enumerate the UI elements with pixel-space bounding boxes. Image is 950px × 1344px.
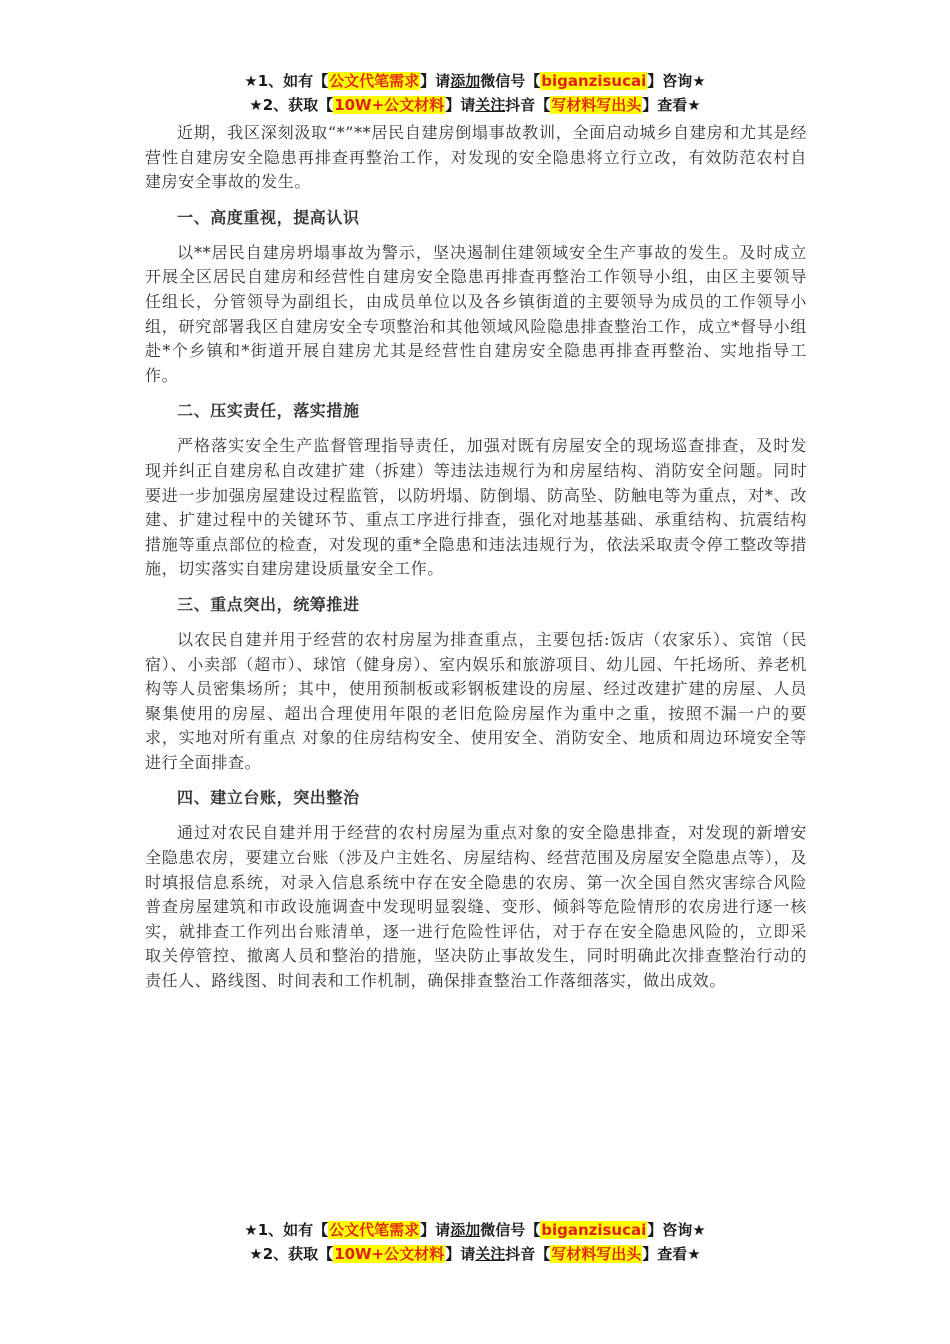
ad-highlight-materials: 10W+公文材料 [334,1245,445,1263]
document-body [145,121,807,994]
ad-highlight-douyin: 写材料写出头 [551,1245,642,1263]
section-paragraph-2: 严格落实安全生产监督管理指导责任，加强对既有房屋安全的现场巡查排查，及时发现并纠正自建房私自改建扩建（拆建）等违法违规行为和房屋结构、消防安全问题。同时要进一步加强房屋建设过程监管，以防坍塌、防倒塌、防高坠、防触电等为重点，对*、改建、扩建过程中的关键环节、重点工序进行排查，强化对地基基础、承重结构、抗震结构措施等重点部位的检查，对发现的重*全隐患和违法违规行为，依法采取责令停工整改等措施，切实落实自建房建设质量安全工作。 [145,436,807,579]
bottom-ad-line-1 [0,1219,950,1241]
ad-text: 】查看★ [642,1245,701,1263]
ad-underlined-add: 添加 [450,72,481,90]
bottom-ad-line-2 [0,1243,950,1265]
top-ad-line-1 [0,70,950,92]
section-paragraph-1: 以**居民自建房坍塌事故为警示，坚决遏制住建领域安全生产事故的发生。及时成立开展全区居民自建房和经营性自建房安全隐患再排查再整治工作领导小组，由区主要领导任组长，分管领导为副组长，由成员单位以及各乡镇街道的主要领导为成员的工作领导小组，研究部署我区自建房安全专项整治和其他领域风险隐患排查整治工作，成立*督导小组赴*个乡镇和*街道开展自建房尤其是经营性自建房安全隐患再排查再整治、实地指导工作。 [145,242,807,385]
ad-text: 】咨询★ [647,72,706,90]
ad-underlined-follow: 关注 [475,96,506,114]
ad-text: 抖音【 [505,1245,551,1263]
section-paragraph-3: 以农民自建并用于经营的农村房屋为排查重点，主要包括:饭店（农家乐）、宾馆（民宿）、小卖部（超市）、球馆（健身房）、室内娱乐和旅游项目、幼儿园、午托场所、养老机构等人员密集场所；其中，使用预制板或彩钢板建设的房屋、经过改建扩建的房屋、人员聚集使用的房屋、超出合理使用年限的老旧危险房屋作为重中之重，按照不漏一户的要求，实地对所有重点 对象的住房结构安全、使用安全、消防安全、地质和周边环境安全等进行全面排查。 [145,629,807,772]
ad-text: 微信号【 [480,1221,541,1239]
top-ad-line-2 [0,94,950,116]
ad-highlight-douyin: 写材料写出头 [551,96,642,114]
ad-highlight-materials: 10W+公文材料 [334,96,445,114]
section-heading-2: 二、压实责任，落实措施 [177,401,360,421]
ad-underlined-follow: 关注 [475,1245,506,1263]
ad-highlight-service: 公文代笔需求 [329,1221,420,1239]
section-heading-4: 四、建立台账，突出整治 [177,788,360,808]
ad-highlight-service: 公文代笔需求 [329,72,420,90]
section-heading-3: 三、重点突出，统筹推进 [177,594,360,614]
ad-text: 微信号【 [480,72,541,90]
ad-text: 】查看★ [642,96,701,114]
ad-text: 】咨询★ [647,1221,706,1239]
ad-text: 】请 [420,1221,451,1239]
ad-underlined-add: 添加 [450,1221,481,1239]
ad-text: 】请 [420,72,451,90]
ad-text: ★1、如有【 [244,72,329,90]
ad-text: 】请 [445,1245,476,1263]
section-heading-1: 一、高度重视，提高认识 [177,207,360,227]
intro-paragraph: 近期，我区深刻汲取“*”**居民自建房倒塌事故教训，全面启动城乡自建房和尤其是经营性自建房安全隐患再排查再整治工作，对发现的安全隐患将立行立改，有效防范农村自建房安全事故的发生。 [145,123,807,192]
ad-text: 】请 [445,96,476,114]
section-paragraph-4: 通过对农民自建并用于经营的农村房屋为重点对象的安全隐患排查，对发现的新增安全隐患农房，要建立台账（涉及户主姓名、房屋结构、经营范围及房屋安全隐患点等），及时填报信息系统，对录入信息系统中存在安全隐患的农房、第一次全国自然灾害综合风险普查房屋建筑和市政设施调查中发现明显裂缝、变形、倾斜等危险情形的农房进行逐一核实，就排查工作列出台账清单，逐一进行危险性评估，对于存在安全隐患风险的，立即采取关停管控、撤离人员和整治的措施，坚决防止事故发生，同时明确此次排查整治行动的责任人、路线图、时间表和工作机制，确保排查整治工作落细落实，做出成效。 [145,823,807,991]
ad-text: ★1、如有【 [244,1221,329,1239]
ad-text: ★2、获取【 [249,1245,334,1263]
ad-highlight-wechat-id: biganzisucai [541,1221,647,1239]
ad-text: 抖音【 [505,96,551,114]
ad-highlight-wechat-id: biganzisucai [541,72,647,90]
ad-text: ★2、获取【 [249,96,334,114]
